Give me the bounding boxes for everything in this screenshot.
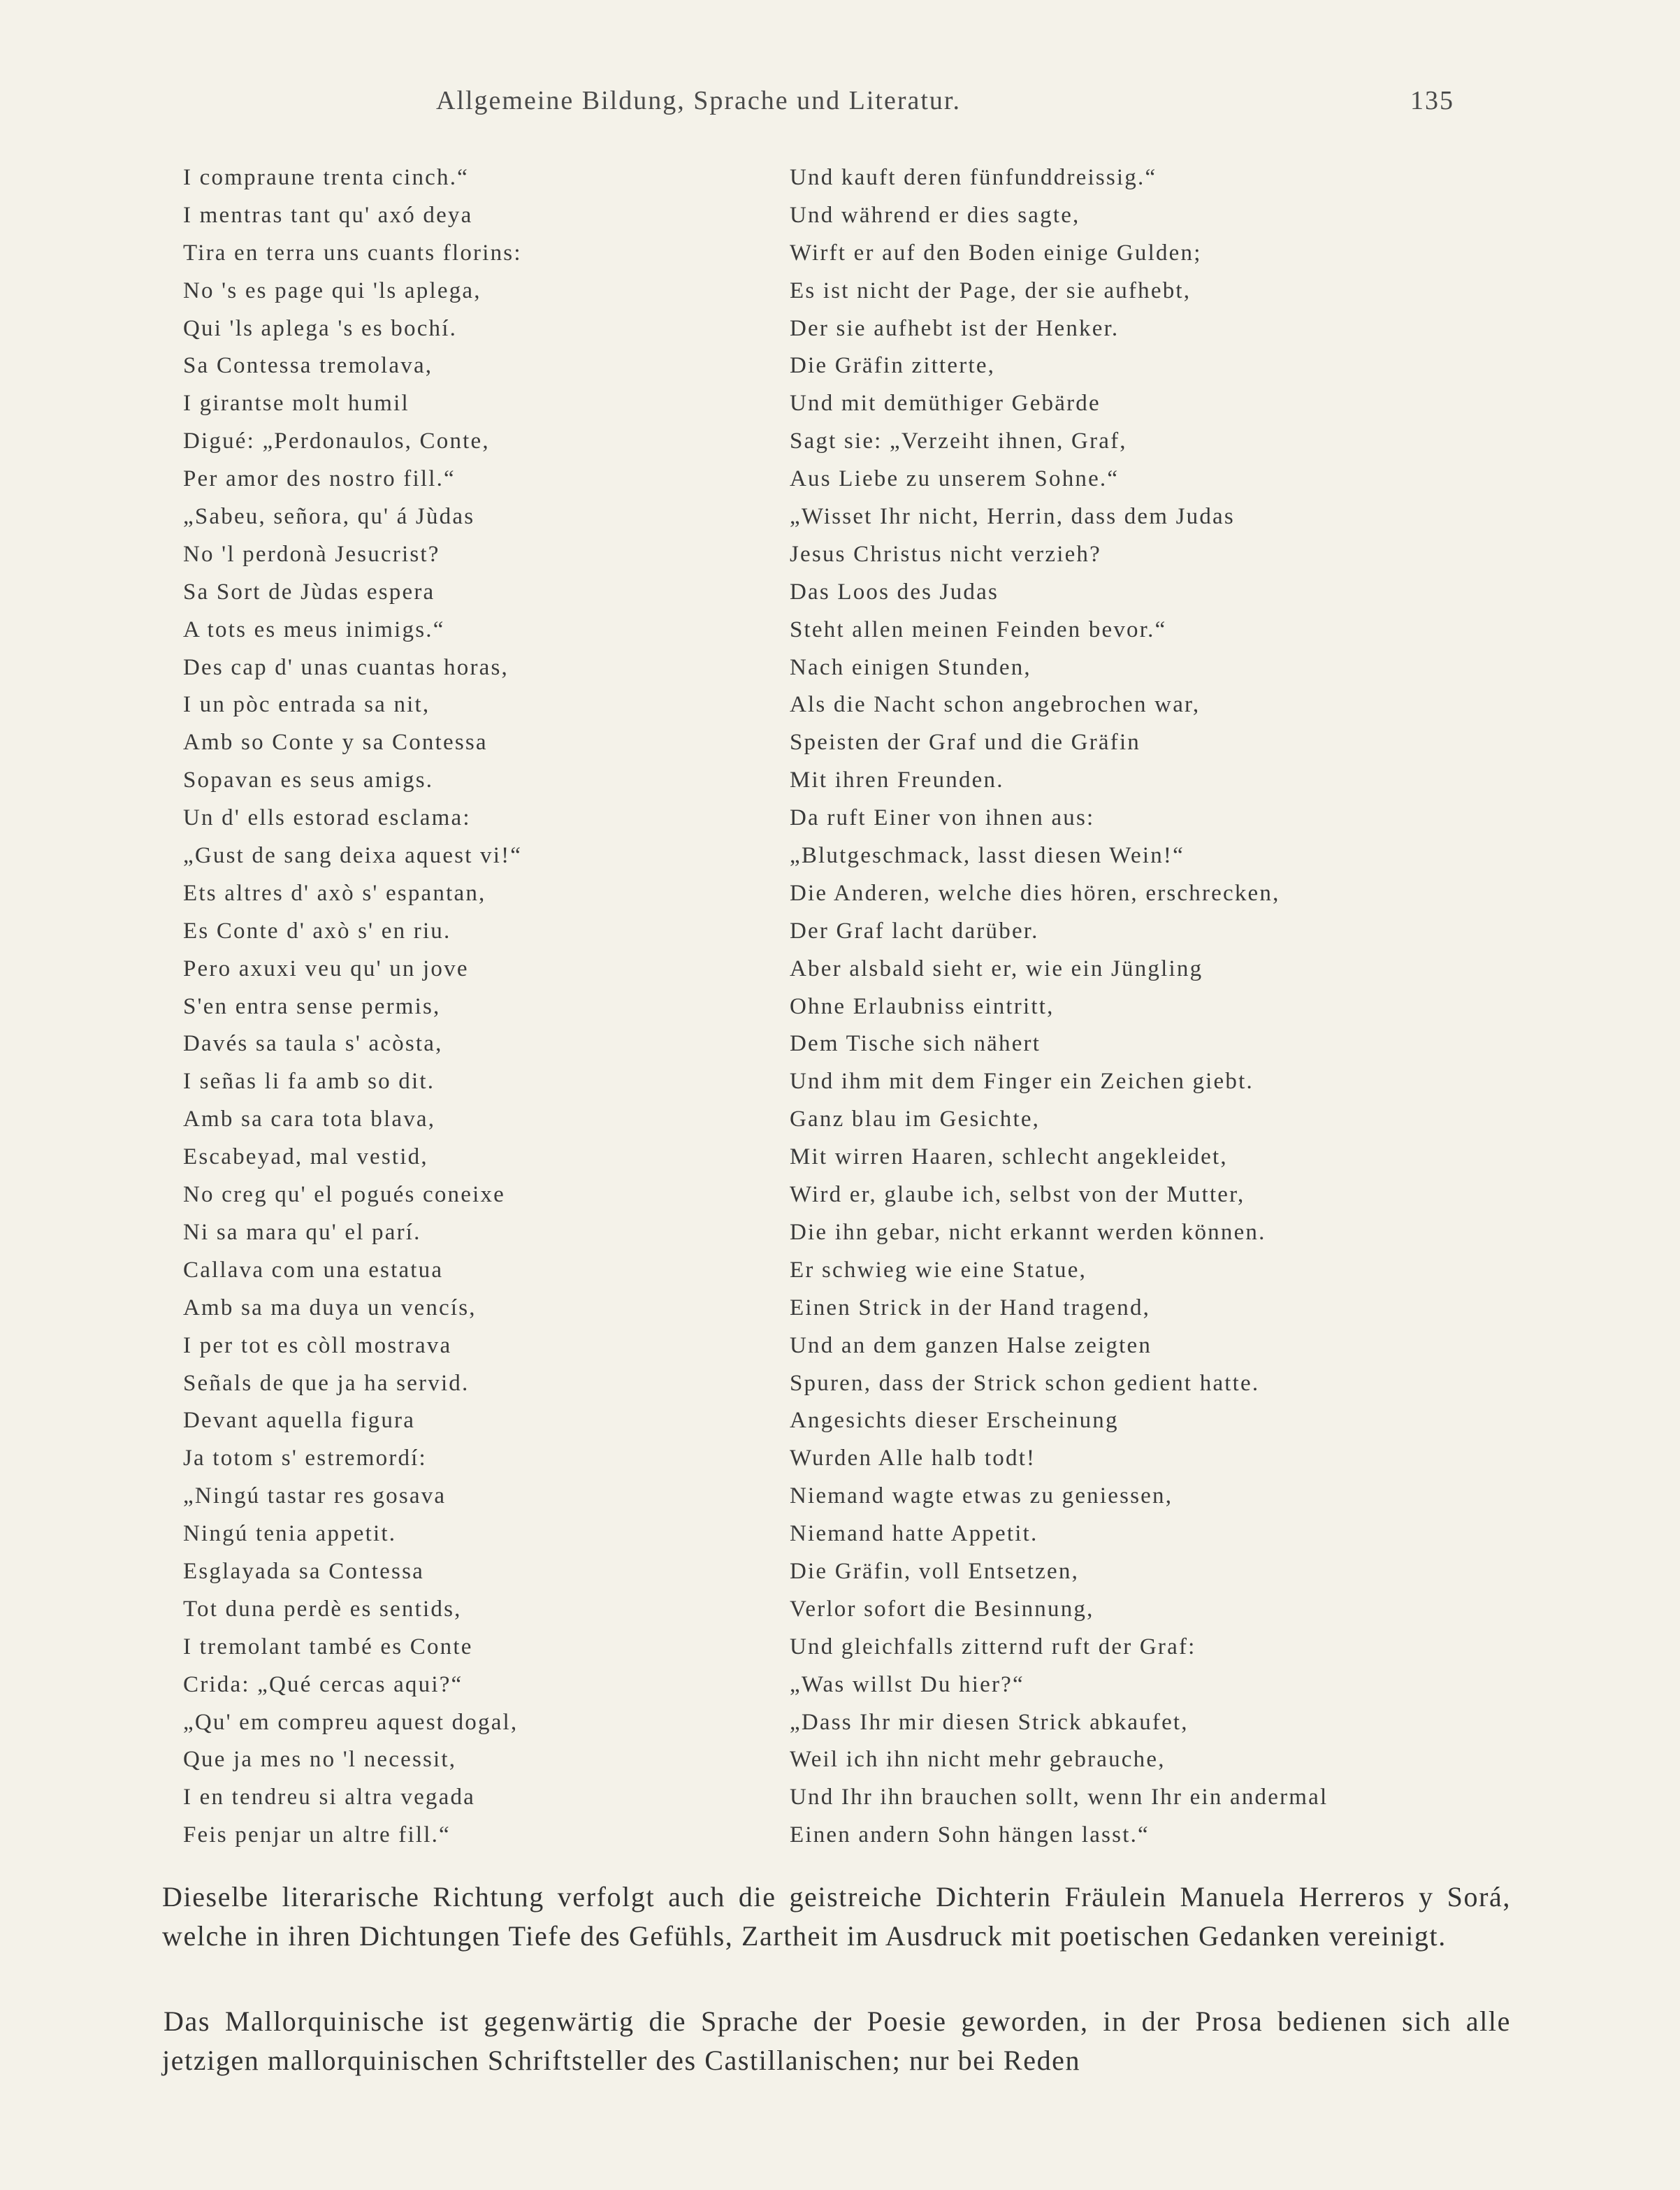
verse-line: Einen andern Sohn hängen lasst.“ — [790, 1822, 1150, 1848]
verse-line: Angesichts dieser Erscheinung — [790, 1408, 1119, 1434]
verse-line: Und ihm mit dem Finger ein Zeichen giebt. — [790, 1069, 1254, 1095]
verse-line: Ni sa mara qu' el parí. — [183, 1219, 421, 1245]
verse-line: Señals de que ja ha servid. — [183, 1370, 470, 1396]
verse-line: Und während er dies sagte, — [790, 202, 1080, 228]
verse-line: Mit wirren Haaren, schlecht angekleidet, — [790, 1144, 1228, 1170]
verse-line: I en tendreu si altra vegada — [183, 1785, 476, 1810]
prose-paragraph — [162, 1878, 1511, 1956]
verse-line: Niemand hatte Appetit. — [790, 1521, 1038, 1547]
verse-line: No 's es page qui 'ls aplega, — [183, 278, 481, 303]
verse-line: Wird er, glaube ich, selbst von der Mutter, — [790, 1182, 1245, 1208]
verse-line: I per tot es còll mostrava — [183, 1332, 452, 1358]
verse-line: Er schwieg wie eine Statue, — [790, 1257, 1087, 1283]
verse-line: Pero axuxi veu qu' un jove — [183, 956, 469, 981]
verse-line: Tot duna perdè es sentids, — [183, 1596, 462, 1622]
verse-line: Sa Contessa tremolava, — [183, 353, 433, 379]
verse-line: Und Ihr ihn brauchen sollt, wenn Ihr ein andermal — [790, 1785, 1328, 1810]
verse-line: Ganz blau im Gesichte, — [790, 1107, 1041, 1132]
verse-line: Sagt sie: „Verzeiht ihnen, Graf, — [790, 428, 1127, 454]
verse-line: Feis penjar un altre fill.“ — [183, 1822, 451, 1848]
verse-line: „Ningú tastar res gosava — [183, 1483, 447, 1509]
verse-line: Der Graf lacht darüber. — [790, 918, 1039, 944]
verse-line: Devant aquella figura — [183, 1408, 416, 1434]
verse-line: „Gust de sang deixa aquest vi!“ — [183, 843, 523, 869]
verse-line: Digué: „Perdonaulos, Conte, — [183, 428, 490, 454]
verse-line: „Qu' em compreu aquest dogal, — [183, 1709, 519, 1735]
running-header — [0, 85, 1680, 127]
verse-line: Wirft er auf den Boden einige Gulden; — [790, 240, 1202, 266]
poem-column-german — [790, 159, 1328, 1854]
verse-line: Die Gräfin, voll Entsetzen, — [790, 1558, 1080, 1584]
verse-line: Und kauft deren fünfunddreissig.“ — [790, 165, 1157, 190]
verse-line: Wurden Alle halb todt! — [790, 1446, 1036, 1471]
verse-line: Einen Strick in der Hand tragend, — [790, 1295, 1151, 1320]
verse-line: Crida: „Qué cercas aqui?“ — [183, 1671, 463, 1697]
verse-line: Tira en terra uns cuants florins: — [183, 240, 522, 266]
verse-line: Amb sa cara tota blava, — [183, 1107, 436, 1132]
verse-line: Die Anderen, welche dies hören, erschrecken, — [790, 880, 1280, 906]
verse-line: I tremolant també es Conte — [183, 1634, 473, 1659]
verse-line: „Blutgeschmack, lasst diesen Wein!“ — [790, 843, 1185, 869]
verse-line: Aus Liebe zu unserem Sohne.“ — [790, 466, 1120, 492]
verse-line: Dem Tische sich nähert — [790, 1031, 1041, 1057]
prose-text: Das Mallorquinische ist gegenwärtig die Sprache der Poesie geworden, in der Prosa bedienen sich alle jetzigen mallorquinischen Schriftsteller des Castillanischen; nur bei Reden — [162, 2005, 1511, 2076]
verse-line: Niemand wagte etwas zu geniessen, — [790, 1483, 1173, 1509]
poem-column-catalan — [183, 159, 522, 1854]
verse-line: Esglayada sa Contessa — [183, 1558, 424, 1584]
verse-line: S'en entra sense permis, — [183, 993, 441, 1019]
verse-line: Es ist nicht der Page, der sie aufhebt, — [790, 278, 1192, 303]
verse-line: Ja totom s' estremordí: — [183, 1446, 427, 1471]
verse-line: Sa Sort de Jùdas espera — [183, 579, 435, 605]
verse-line: Per amor des nostro fill.“ — [183, 466, 456, 492]
verse-line: Ohne Erlaubniss eintritt, — [790, 993, 1055, 1019]
verse-line: Die Gräfin zitterte, — [790, 353, 996, 379]
verse-line: „Was willst Du hier?“ — [790, 1671, 1024, 1697]
verse-line: Nach einigen Stunden, — [790, 654, 1031, 680]
verse-line: Und an dem ganzen Halse zeigten — [790, 1332, 1152, 1358]
verse-line: Spuren, dass der Strick schon gedient hatte. — [790, 1370, 1260, 1396]
verse-line: Ningú tenia appetit. — [183, 1521, 397, 1547]
verse-line: I compraune trenta cinch.“ — [183, 165, 470, 190]
verse-line: Steht allen meinen Feinden bevor.“ — [790, 617, 1167, 642]
verse-line: I girantse molt humil — [183, 391, 410, 417]
verse-line: Als die Nacht schon angebrochen war, — [790, 692, 1201, 718]
verse-line: „Dass Ihr mir diesen Strick abkaufet, — [790, 1709, 1189, 1735]
verse-line: Des cap d' unas cuantas horas, — [183, 654, 509, 680]
header-title: Allgemeine Bildung, Sprache und Literatur. — [436, 86, 961, 115]
verse-line: Das Loos des Judas — [790, 579, 999, 605]
verse-line: Es Conte d' axò s' en riu. — [183, 918, 451, 944]
verse-line: I un pòc entrada sa nit, — [183, 692, 430, 718]
verse-line: Da ruft Einer von ihnen aus: — [790, 805, 1095, 831]
verse-line: Que ja mes no 'l necessit, — [183, 1747, 457, 1773]
verse-line: I señas li fa amb so dit. — [183, 1069, 435, 1095]
verse-line: „Sabeu, señora, qu' á Jùdas — [183, 504, 475, 530]
verse-line: „Wisset Ihr nicht, Herrin, dass dem Judas — [790, 504, 1235, 530]
verse-line: Jesus Christus nicht verzieh? — [790, 541, 1101, 567]
verse-line: Sopavan es seus amigs. — [183, 768, 434, 793]
verse-line: Und gleichfalls zitternd ruft der Graf: — [790, 1634, 1196, 1659]
verse-line: No 'l perdonà Jesucrist? — [183, 541, 440, 567]
prose-paragraph — [162, 2002, 1511, 2080]
verse-line: Weil ich ihn nicht mehr gebrauche, — [790, 1747, 1166, 1773]
verse-line: Escabeyad, mal vestid, — [183, 1144, 428, 1170]
verse-line: Amb sa ma duya un vencís, — [183, 1295, 477, 1320]
verse-line: Amb so Conte y sa Contessa — [183, 730, 488, 756]
page-number: 135 — [1410, 86, 1454, 115]
verse-line: Un d' ells estorad esclama: — [183, 805, 471, 831]
verse-line: Speisten der Graf und die Gräfin — [790, 730, 1141, 756]
verse-line: Qui 'ls aplega 's es bochí. — [183, 315, 458, 341]
verse-line: Verlor sofort die Besinnung, — [790, 1596, 1094, 1622]
verse-line: Die ihn gebar, nicht erkannt werden können. — [790, 1219, 1266, 1245]
verse-line: I mentras tant qu' axó deya — [183, 202, 473, 228]
verse-line: Und mit demüthiger Gebärde — [790, 391, 1101, 417]
verse-line: A tots es meus inimigs.“ — [183, 617, 445, 642]
verse-line: Davés sa taula s' acòsta, — [183, 1031, 443, 1057]
prose-text: Dieselbe literarische Richtung verfolgt auch die geistreiche Dichterin Fräulein Manuela Herreros y Sorá, welche in ihren Dichtungen Tiefe des Gefühls, Zartheit im Ausdruck mit poetischen Gedanken vereinigt. — [162, 1881, 1511, 1952]
verse-line: Aber alsbald sieht er, wie ein Jüngling — [790, 956, 1203, 981]
verse-line: Der sie aufhebt ist der Henker. — [790, 315, 1120, 341]
verse-line: Mit ihren Freunden. — [790, 768, 1004, 793]
verse-line: Callava com una estatua — [183, 1257, 444, 1283]
verse-line: No creg qu' el pogués coneixe — [183, 1182, 506, 1208]
verse-line: Ets altres d' axò s' espantan, — [183, 880, 486, 906]
